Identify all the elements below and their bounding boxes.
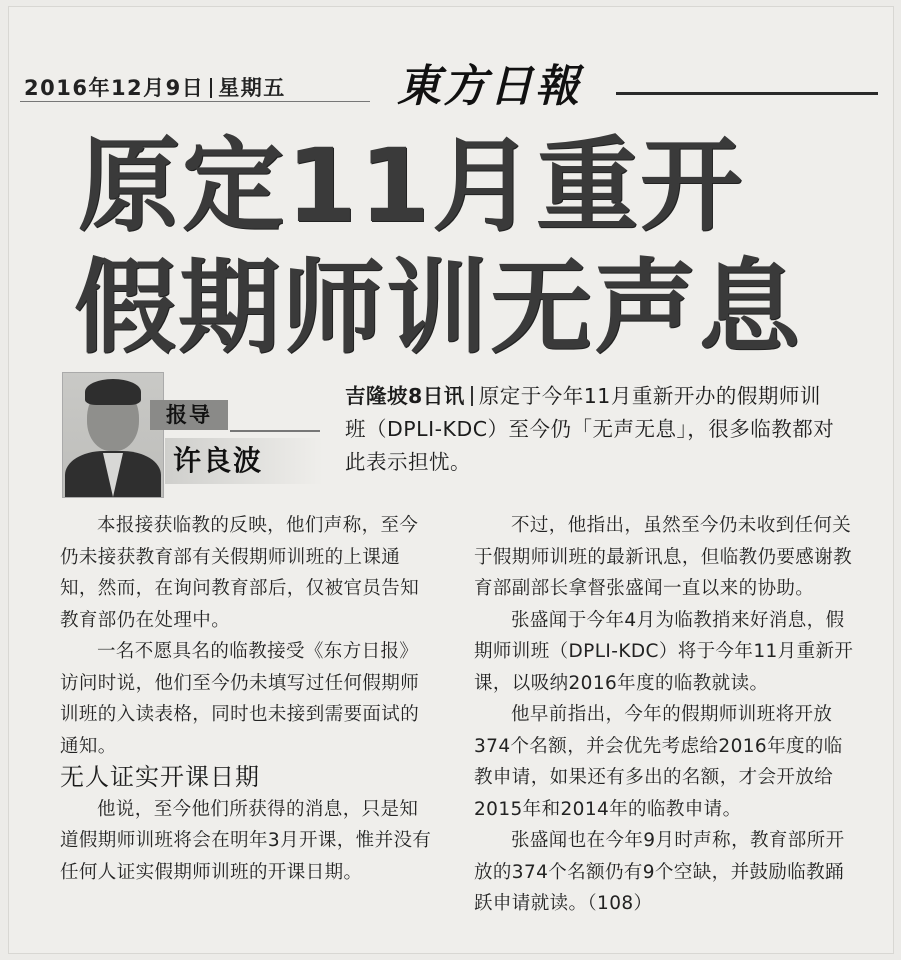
reporter-photo — [62, 372, 164, 498]
reporter-name: 许良波 — [165, 438, 323, 484]
paragraph: 不过，他指出，虽然至今仍未收到任何关于假期师训班的最新讯息，但临教仍要感谢教育部副部长拿督张盛闻一直以来的协助。 — [474, 515, 853, 599]
paragraph: 张盛闻也在今年9月时声称，教育部所开放的374个名额仍有9个空缺，并鼓励临教踊跃申请就读。（108） — [474, 830, 845, 914]
article-column-left — [60, 510, 432, 888]
subheading: 无人证实开课日期 — [60, 763, 260, 791]
paragraph: 一名不愿具名的临教接受《东方日报》访问时说，他们至今仍未填写过任何假期师训班的入读表格，同时也未接到需要面试的通知。 — [60, 641, 420, 757]
paragraph: 他说，至今他们所获得的消息，只是知道假期师训班将会在明年3月开课，惟并没有任何人证实假期师训班的开课日期。 — [60, 798, 432, 883]
date: 2016年12月9日 — [24, 76, 205, 100]
lead-separator — [471, 386, 473, 406]
headline-line-1: 原定11月重开 — [78, 127, 744, 246]
masthead-rule — [616, 92, 878, 95]
paragraph: 张盛闻于今年4月为临教捎来好消息，假期师训班（DPLI-KDC）将于今年11月重新开课，以吸纳2016年度的临教就读。 — [474, 609, 854, 694]
dateline — [24, 72, 286, 102]
paragraph: 他早前指出，今年的假期师训班将开放374个名额，并会优先考虑给2016年度的临教申请，如果还有多出的名额，才会开放给2015年和2014年的临教申请。 — [474, 704, 843, 820]
byline-rule — [230, 430, 320, 432]
byline-tag: 报导 — [150, 400, 228, 430]
lead-dateline: 吉隆坡8日讯 — [345, 384, 465, 408]
newspaper-masthead: 東方日報 — [397, 61, 581, 112]
lead-text: 原定于今年11月重新开办的假期师训班（DPLI-KDC）至今仍「无声无息」，很多临教都对此表示担忧。 — [345, 384, 835, 474]
lead-paragraph — [345, 380, 835, 479]
article-column-right — [474, 510, 858, 920]
headline-line-2: 假期师训无声息 — [74, 249, 802, 368]
dateline-rule — [20, 101, 370, 102]
date-separator — [210, 78, 212, 98]
weekday: 星期五 — [218, 76, 286, 100]
paragraph: 本报接获临教的反映，他们声称，至今仍未接获教育部有关假期师训班的上课通知，然而，在询问教育部后，仅被官员告知教育部仍在处理中。 — [60, 515, 420, 631]
